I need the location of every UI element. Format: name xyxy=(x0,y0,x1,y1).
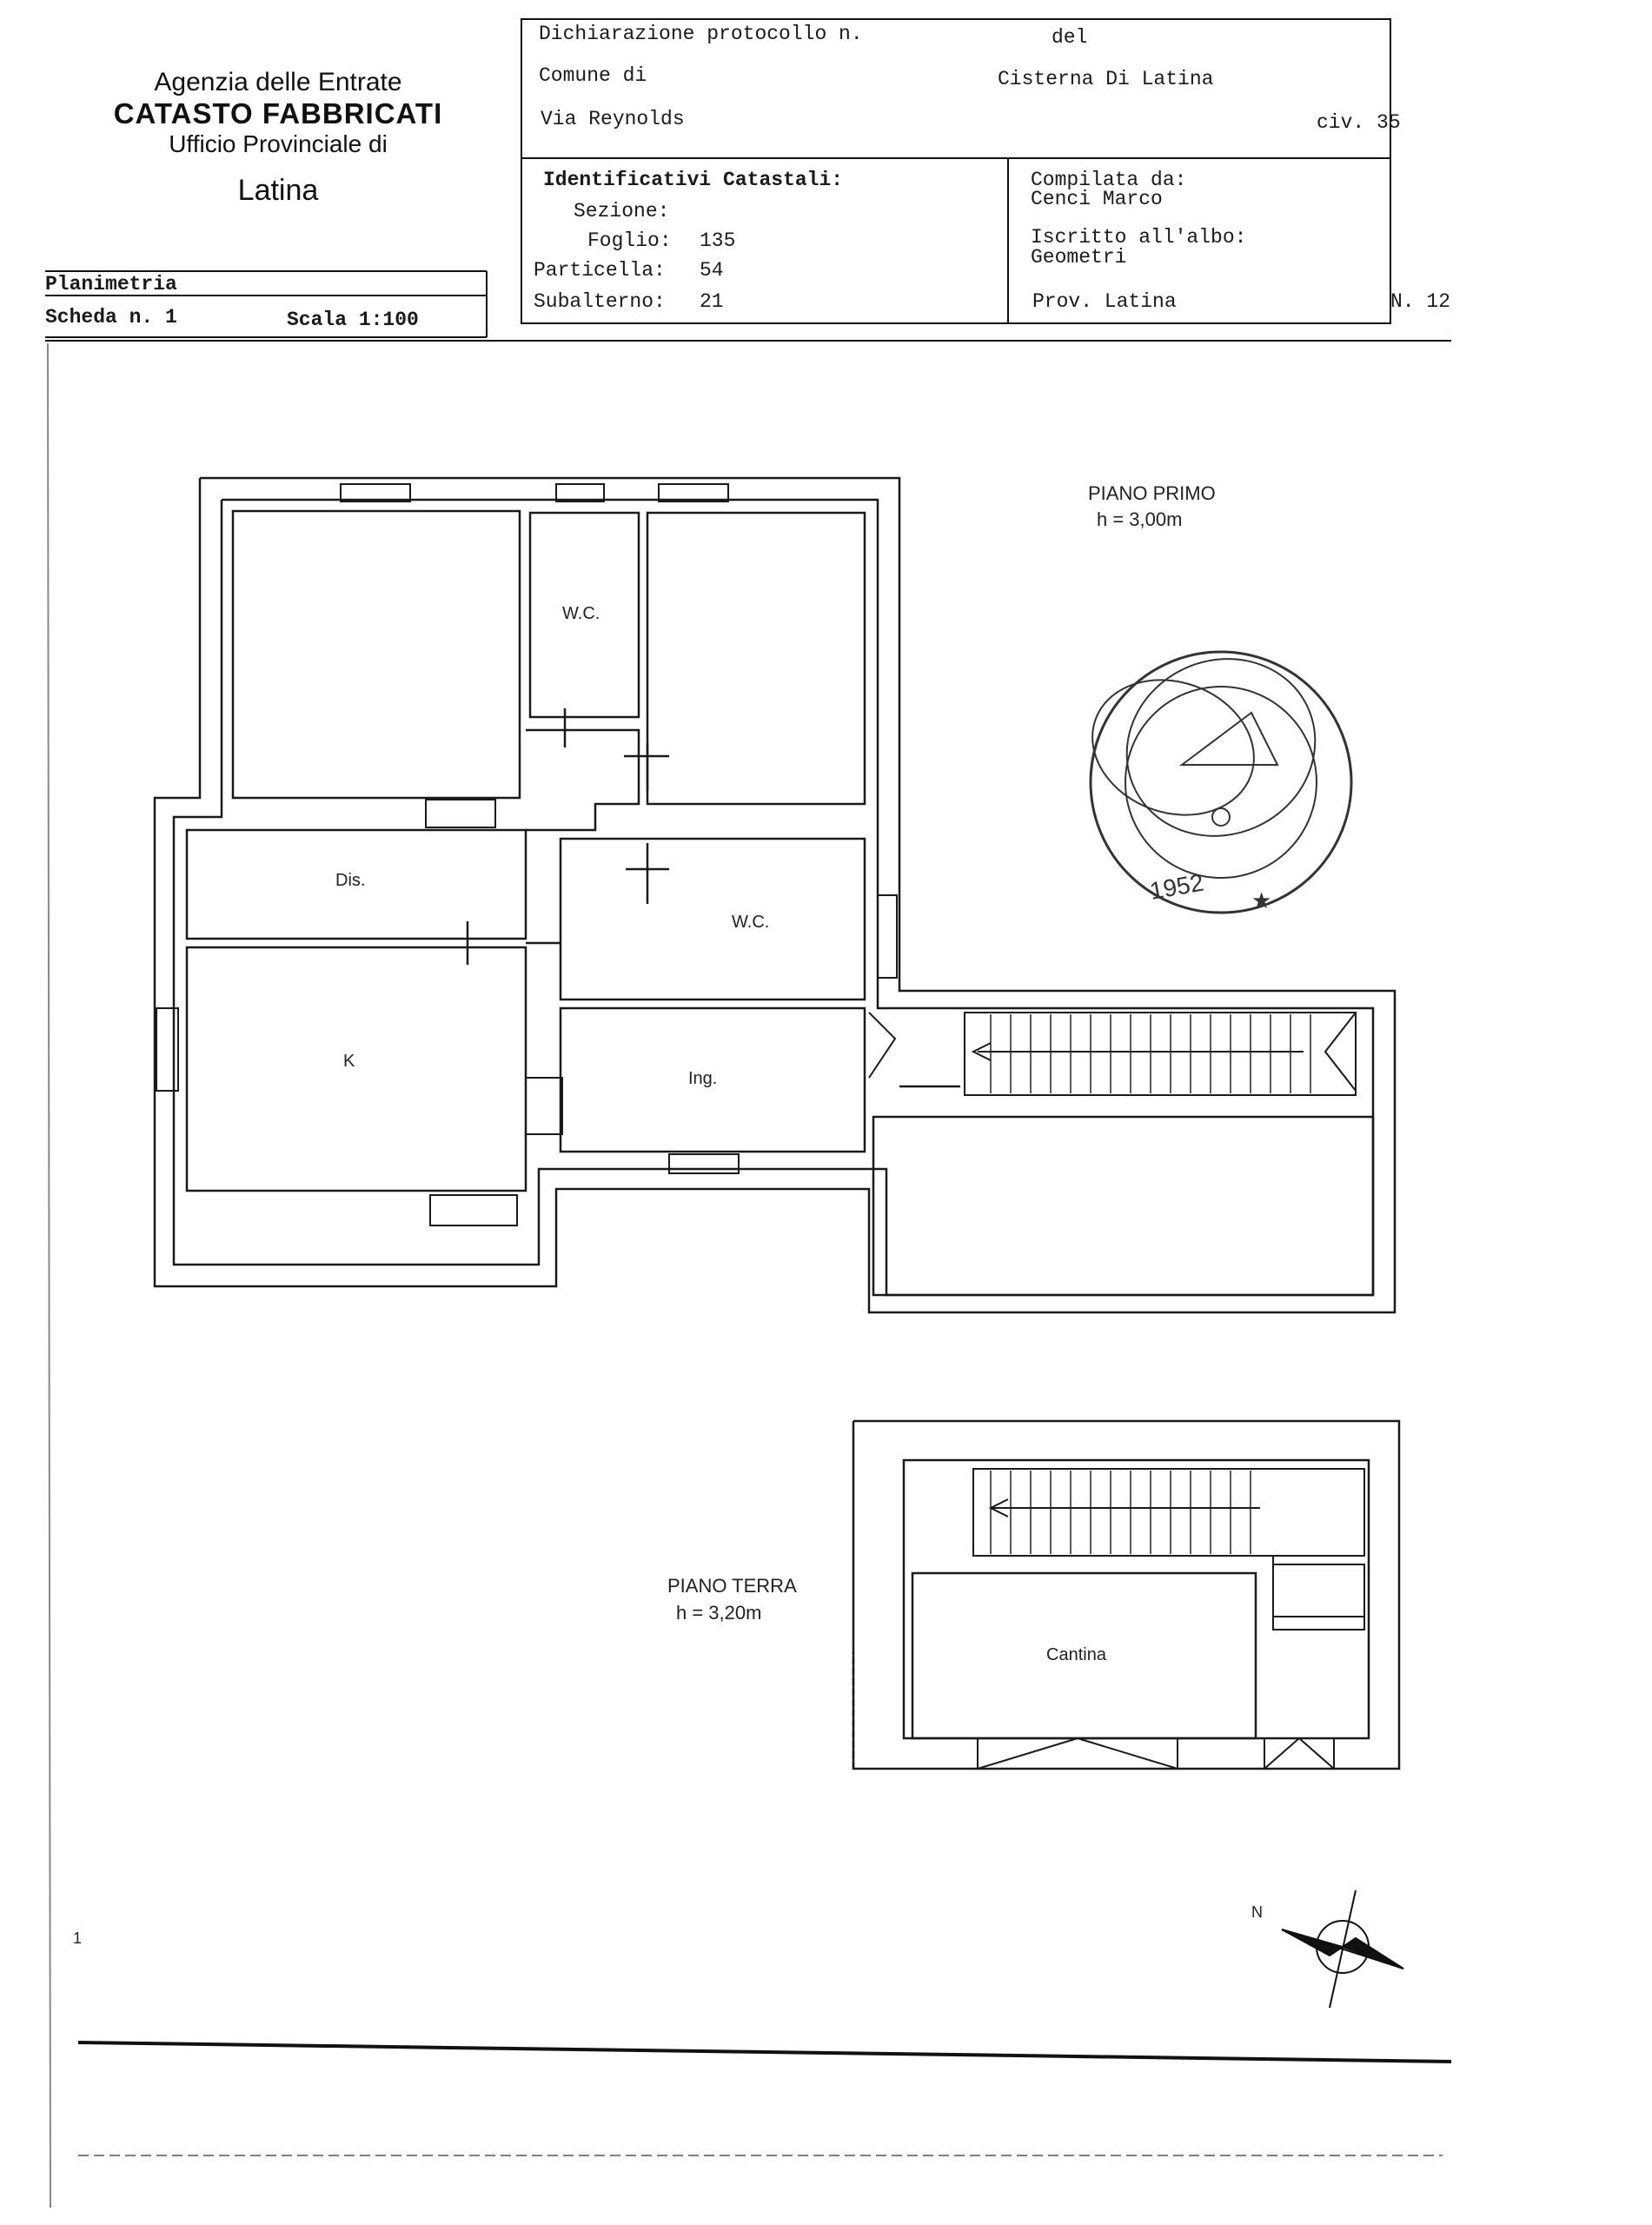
particella-value: 54 xyxy=(700,259,724,282)
iscritto-label: Iscritto all'albo: xyxy=(1031,226,1247,249)
planimetria-label: Planimetria xyxy=(45,273,177,296)
room-k xyxy=(187,947,526,1191)
del-label: del xyxy=(1052,26,1088,49)
civ-label: civ. 35 xyxy=(1317,111,1401,134)
subalterno-value: 21 xyxy=(700,290,724,313)
compass-north-label: N xyxy=(1251,1903,1263,1921)
room-label-ing: Ing. xyxy=(688,1069,718,1088)
scheda-label: Scheda n. 1 xyxy=(45,306,177,329)
ground-floor-outer-wall xyxy=(853,1421,1399,1769)
comune-value: Cisterna Di Latina xyxy=(998,68,1214,90)
room-label-wc-right: W.C. xyxy=(732,913,770,932)
particella-label: Particella: xyxy=(534,259,666,282)
compilata-label: Compilata da: xyxy=(1031,169,1187,191)
scala-label: Scala 1:100 xyxy=(287,309,419,331)
prov-label: Prov. Latina xyxy=(1032,290,1177,313)
iscritto-value: Geometri xyxy=(1031,246,1127,269)
first-floor-staircase xyxy=(869,1013,1356,1095)
svg-text:★: ★ xyxy=(1251,887,1272,913)
room-bedroom-2 xyxy=(647,513,865,804)
first-floor-height: h = 3,00m xyxy=(1097,508,1183,530)
compass-rose xyxy=(1282,1890,1403,2008)
via-value: Via Reynolds xyxy=(541,108,685,130)
room-wc-right xyxy=(561,839,865,1000)
dichiarazione-label: Dichiarazione protocollo n. xyxy=(539,23,863,45)
room-label-dis: Dis. xyxy=(335,871,366,890)
svg-text:1952: 1952 xyxy=(1147,868,1206,905)
catasto-title: CATASTO FABBRICATI xyxy=(113,97,443,130)
n-label: N. 12 xyxy=(1390,290,1451,313)
office-city: Latina xyxy=(237,174,319,207)
compilata-value: Cenci Marco xyxy=(1031,188,1163,210)
stamp-seal xyxy=(1073,628,1351,913)
room-label-cantina: Cantina xyxy=(1046,1645,1106,1664)
foglio-value: 135 xyxy=(700,229,736,252)
margin-mark: 1 xyxy=(73,1929,83,1947)
ground-floor-height: h = 3,20m xyxy=(676,1602,762,1624)
subalterno-label: Subalterno: xyxy=(534,290,666,313)
foglio-label: Foglio: xyxy=(587,229,672,252)
first-floor-title: PIANO PRIMO xyxy=(1088,482,1216,504)
room-label-wc-top: W.C. xyxy=(562,604,600,623)
room-label-k: K xyxy=(343,1052,355,1071)
ground-floor-staircase xyxy=(973,1469,1364,1630)
ground-floor-title: PIANO TERRA xyxy=(667,1575,797,1597)
office-label: Ufficio Provinciale di xyxy=(169,130,388,157)
identificativi-label: Identificativi Catastali: xyxy=(543,169,844,191)
sezione-label: Sezione: xyxy=(574,200,670,222)
comune-label: Comune di xyxy=(539,64,647,87)
agency-name: Agenzia delle Entrate xyxy=(154,68,402,96)
first-floor-outer-wall xyxy=(155,478,1395,1312)
room-bedroom-1 xyxy=(233,511,520,798)
